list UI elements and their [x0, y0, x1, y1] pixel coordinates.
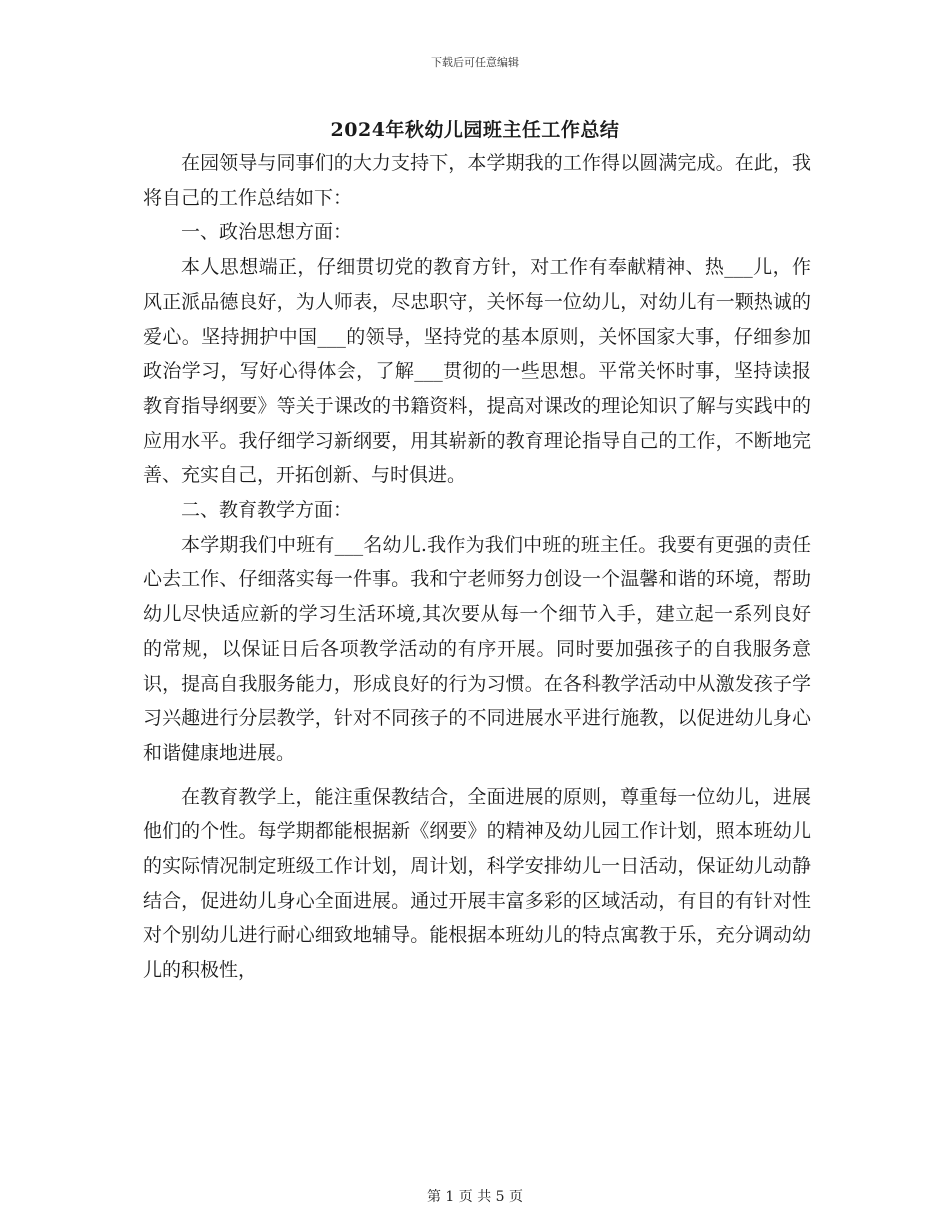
page-number-footer: 第 1 页 共 5 页	[426, 1189, 524, 1205]
paragraph-teaching: 在教育教学上，能注重保教结合，全面进展的原则，尊重每一位幼儿，进展他们的个性。每学期都能根据新《纲要》的精神及幼儿园工作计划，照本班幼儿的实际情况制定班级工作计划，周计划，科学安排幼儿一日活动，保证幼儿动静结合，促进幼儿身心全面进展。通过开展丰富多彩的区域活动，有目的有针对性对个别幼儿进行耐心细致地辅导。能根据本班幼儿的特点寓教于乐，充分调动幼儿的积极性，	[143, 785, 811, 982]
section-heading-politics: 一、政治思想方面：	[181, 221, 353, 244]
header-note: 下载后可任意编辑	[431, 56, 519, 69]
paragraph-education: 本学期我们中班有___名幼儿.我作为我们中班的班主任。我要有更强的责任心去工作、仔细落实每一件事。我和宁老师努力创设一个温馨和谐的环境，帮助幼儿尽快适应新的学习生活环境,其次要从每一个细节入手，建立起一系列良好的常规，以保证日后各项教学活动的有序开展。同时要加强孩子的自我服务意识，提高自我服务能力，形成良好的行为习惯。在各科教学活动中从激发孩子学习兴趣进行分层教学，针对不同孩子的不同进展水平进行施教，以促进幼儿身心和谐健康地进展。	[143, 533, 811, 764]
section-heading-education: 二、教育教学方面：	[181, 499, 353, 522]
paragraph-politics: 本人思想端正，仔细贯切党的教育方针，对工作有奉献精神、热___儿，作风正派品德良好，为人师表，尽忠职守，关怀每一位幼儿，对幼儿有一颗热诚的爱心。坚持拥护中国___的领导，坚持党的基本原则，关怀国家大事，仔细参加政治学习，写好心得体会，了解___贯彻的一些思想。平常关怀时事，坚持读报教育指导纲要》等关于课改的书籍资料，提高对课改的理论知识了解与实践中的应用水平。我仔细学习新纲要，用其崭新的教育理论指导自己的工作，不断地完善、充实自己，开拓创新、与时俱进。	[143, 256, 811, 487]
document-body	[143, 146, 811, 988]
document-title: 2024年秋幼儿园班主任工作总结	[330, 119, 620, 141]
paragraph-intro: 在园领导与同事们的大力支持下，本学期我的工作得以圆满完成。在此，我将自己的工作总结如下：	[143, 152, 811, 209]
